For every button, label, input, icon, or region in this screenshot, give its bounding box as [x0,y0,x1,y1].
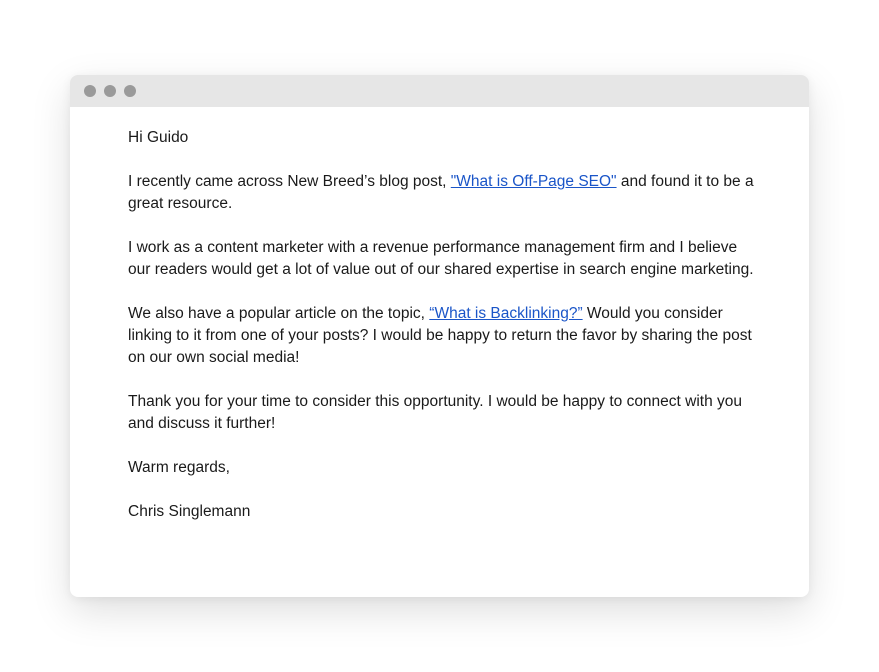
paragraph-thanks: Thank you for your time to consider this opportunity. I would be happy to connect with you and discuss it further! [128,393,743,432]
paragraph-intro-start: I recently came across New Breed’s blog post, [128,173,451,190]
greeting: Hi Guido [128,129,189,146]
paragraph-request-start: We also have a popular article on the topic, [128,305,430,322]
paragraph-request [128,303,758,369]
window-minimize-dot[interactable] [104,85,116,97]
window-titlebar [70,75,809,107]
window-close-dot[interactable] [84,85,96,97]
email-window [70,75,809,597]
closing: Warm regards, [128,459,230,476]
signature: Chris Singlemann [128,503,251,520]
paragraph-intro [128,171,758,215]
backlinking-link[interactable]: “What is Backlinking?” [429,305,583,322]
off-page-seo-link[interactable]: "What is Off-Page SEO" [450,173,617,190]
paragraph-request-end: Would you consider linking to it from one of your posts? I would be happy to return the favor by sharing the post on our own social media! [128,305,752,366]
paragraph-about: I work as a content marketer with a revenue performance management firm and I believe our readers would get a lot of value out of our shared expertise in search engine marketing. [128,239,754,278]
email-body [128,127,758,545]
window-maximize-dot[interactable] [124,85,136,97]
paragraph-intro-end: and found it to be a great resource. [128,173,754,212]
